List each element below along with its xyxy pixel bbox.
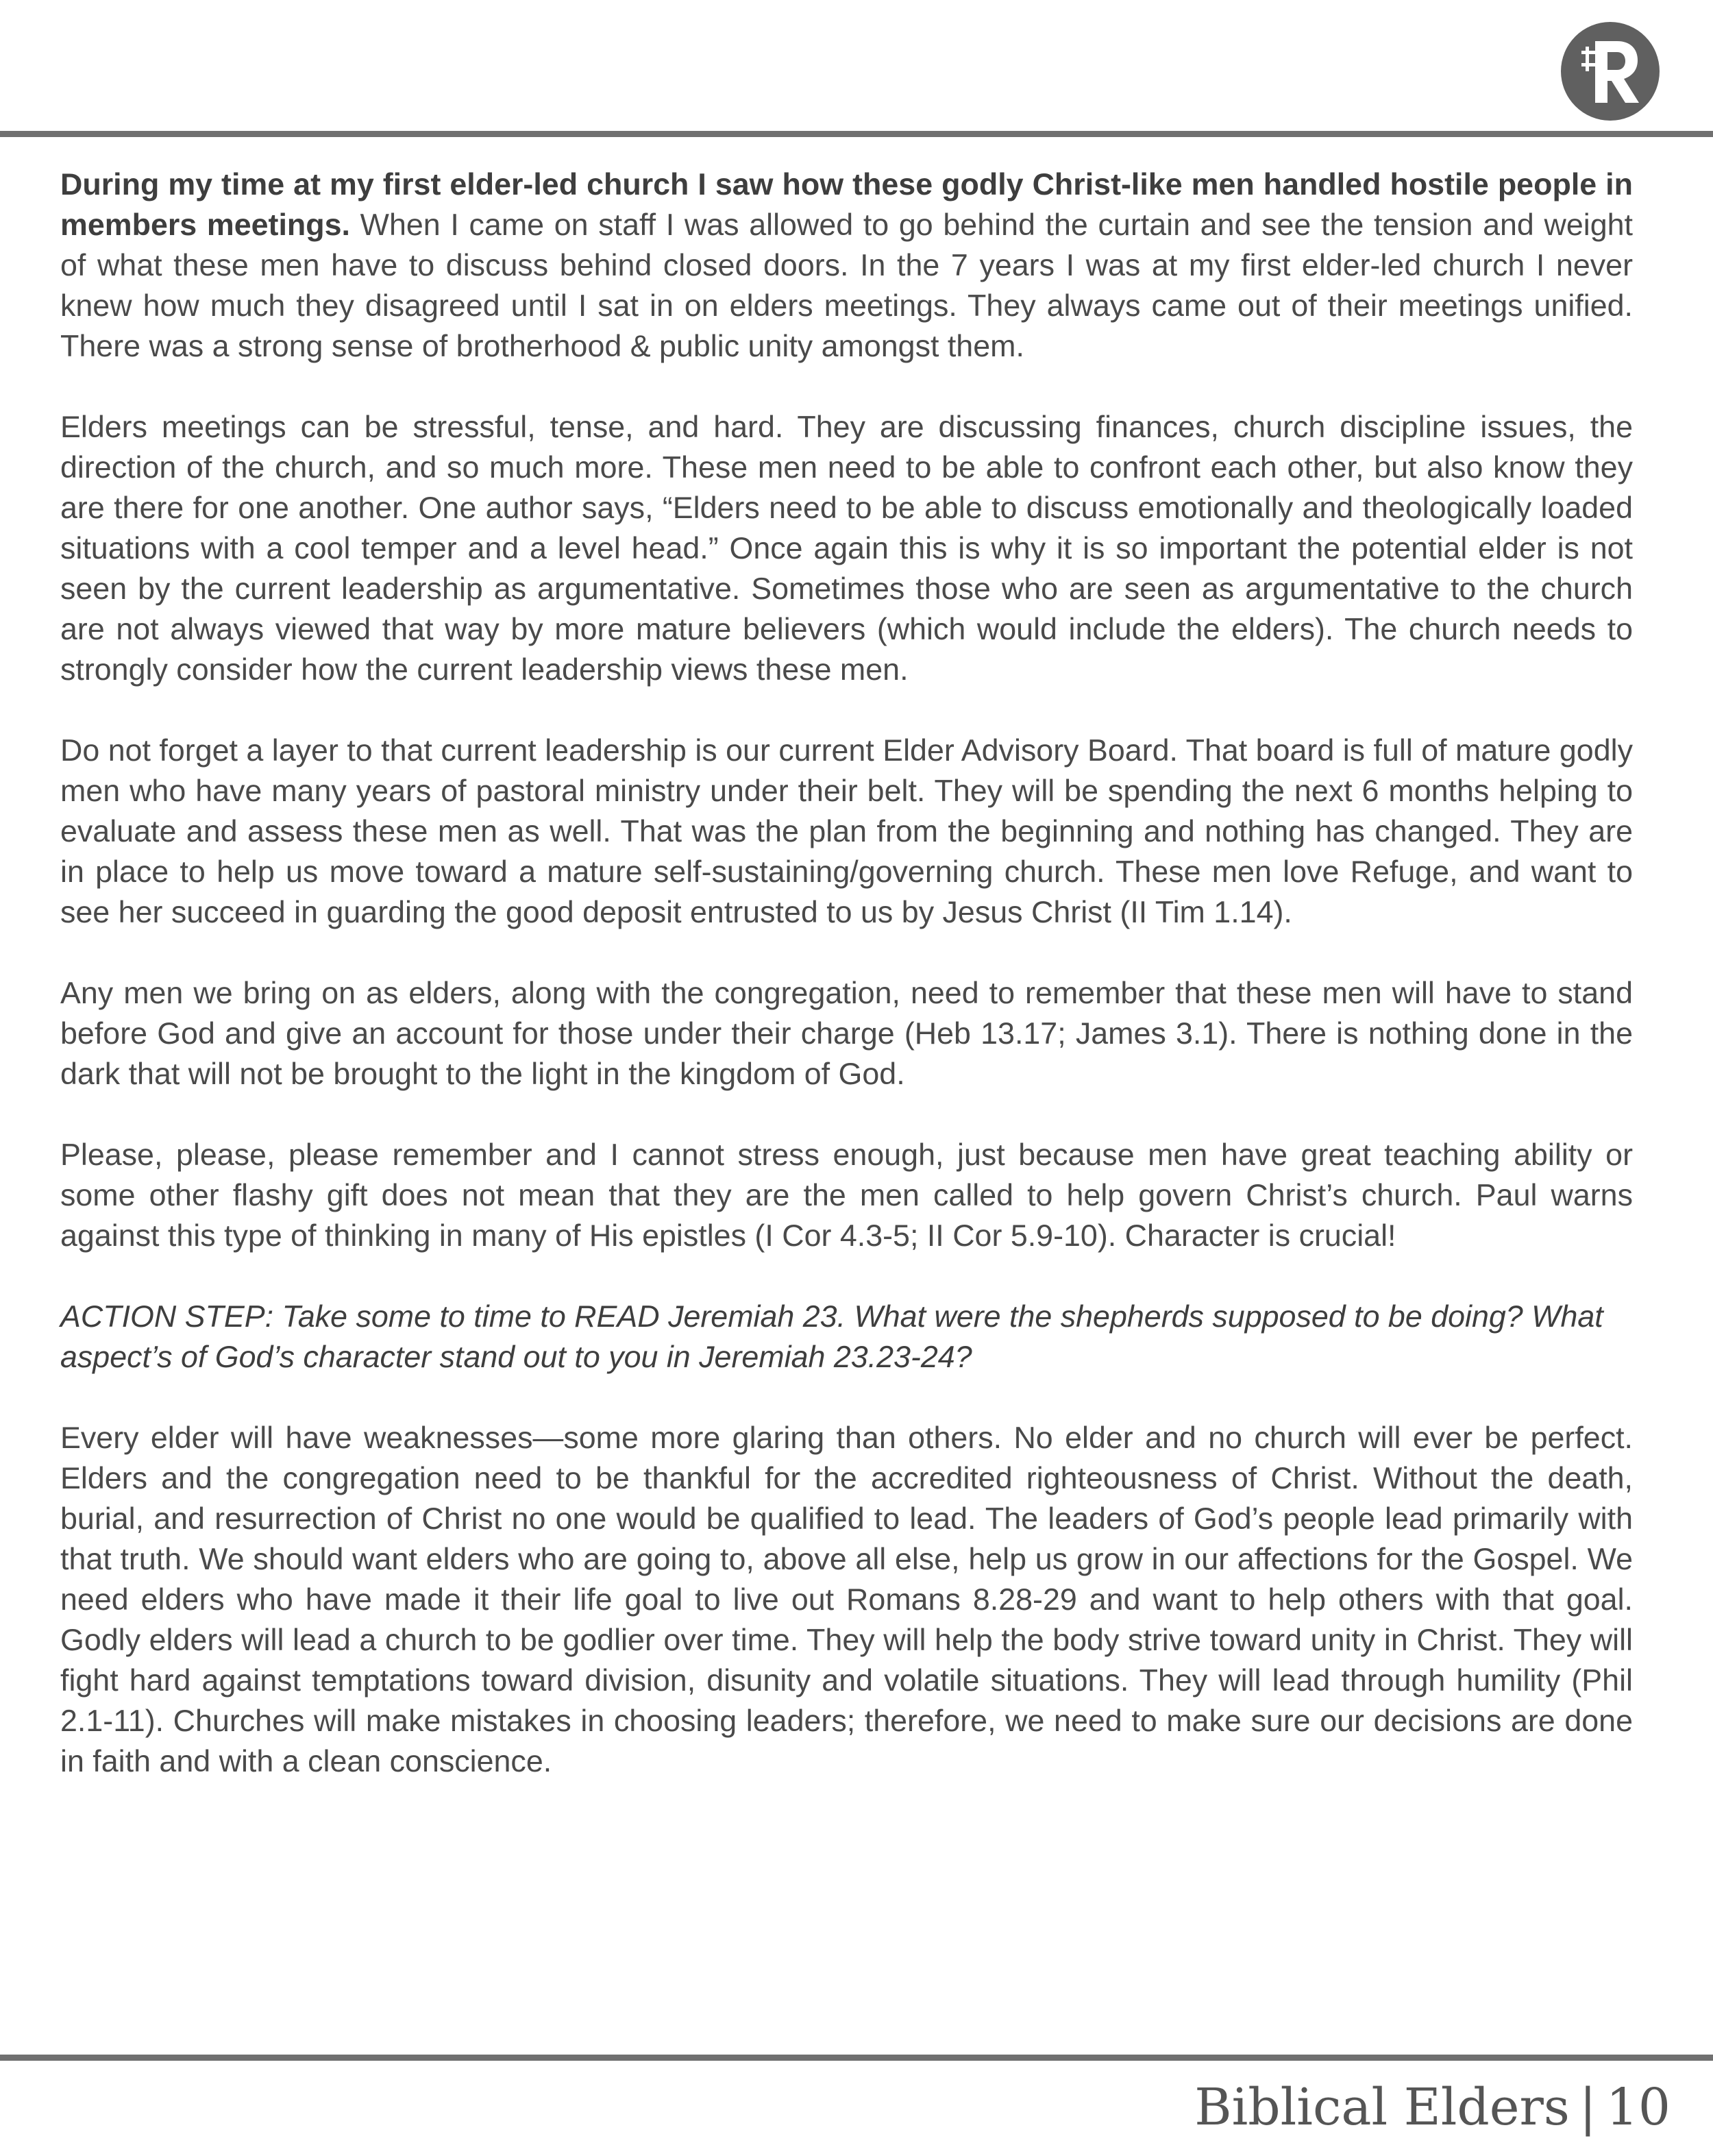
paragraph-3: Do not forget a layer to that current leadership is our current Elder Advisory Board. That board is full of mature godly men who have many years of pastoral ministry under their belt. They will be spending the next 6 months helping to evaluate and assess these men as well. That was the plan from the beginning and nothing has changed. They are in place to help us move toward a mature self-sustaining/governing church. These men love Refuge, and want to see her succeed in guarding the good deposit entrusted to us by Jesus Christ (II Tim 1.14). bbox=[60, 733, 1633, 929]
paragraph-5: Please, please, please remember and I cannot stress enough, just because men have great teaching ability or some other flashy gift does not mean that they are the men called to help govern Christ’s church. Paul warns against this type of thinking in many of His epistles (I Cor 4.3-5; II Cor 5.9-10). Character is crucial! bbox=[60, 1138, 1633, 1253]
paragraph-6: Every elder will have weaknesses—some more glaring than others. No elder and no church will ever be perfect. Elders and the congregation need to be thankful for the accredited righteousness of Christ. Without the death, burial, and resurrection of Christ no one would be qualified to lead. The leaders of God’s people lead primarily with that truth. We should want elders who are going to, above all else, help us grow in our affections for the Gospel. We need elders who have made it their life goal to live out Romans 8.28-29 and want to help others with that goal. Godly elders will lead a church to be godlier over time. They will help the body strive toward unity in Christ. They will fight hard against temptations toward division, disunity and volatile situations. They will lead through humility (Phil 2.1-11). Churches will make mistakes in choosing leaders; therefore, we need to make sure our decisions are done in faith and with a clean conscience. bbox=[60, 1421, 1633, 1778]
paragraph-4: Any men we bring on as elders, along with the congregation, need to remember that these men will have to stand before God and give an account for those under their charge (Heb 13.17; James 3.1). There is nothing done in the dark that will not be brought to the light in the kingdom of God. bbox=[60, 976, 1633, 1091]
footer-separator: | bbox=[1579, 2078, 1597, 2137]
action-step: ACTION STEP: Take some to time to READ Jeremiah 23. What were the shepherds supposed to be doing? What aspect’s of God’s character stand out to you in Jeremiah 23.23-24? bbox=[60, 1299, 1603, 1374]
body-text bbox=[60, 164, 1633, 1782]
paragraph-2: Elders meetings can be stressful, tense, and hard. They are discussing finances, church discipline issues, the direction of the church, and so much more. These men need to be able to confront each other, but also know they are there for one another. One author says, “Elders need to be able to discuss emotionally and theologically loaded situations with a cool temper and a level head.” Once again this is why it is so important the potential elder is not seen by the current leadership as argumentative. Sometimes those who are seen as argumentative to the church are not always viewed that way by more mature believers (which would include the elders). The church needs to strongly consider how the current leadership views these men. bbox=[60, 410, 1633, 687]
page-number: 10 bbox=[1605, 2078, 1671, 2137]
page-footer bbox=[1194, 2077, 1671, 2138]
refuge-logo-icon bbox=[1560, 21, 1661, 122]
header-rule bbox=[0, 131, 1713, 137]
paragraph-1-lead: During my time at my first elder-led church I saw how these godly Christ-like men handled hostile people in members meetings. bbox=[60, 167, 1633, 242]
footer-title: Biblical Elders bbox=[1194, 2078, 1570, 2137]
footer-rule bbox=[0, 2055, 1713, 2061]
paragraph-1 bbox=[60, 164, 1633, 367]
paragraph-1-rest: When I came on staff I was allowed to go behind the curtain and see the tension and weight of what these men have to discuss behind closed doors. In the 7 years I was at my first elder-led church I never knew how much they disagreed until I sat in on elders meetings. They always came out of their meetings unified. There was a strong sense of brotherhood & public unity amongst them. bbox=[60, 208, 1633, 363]
